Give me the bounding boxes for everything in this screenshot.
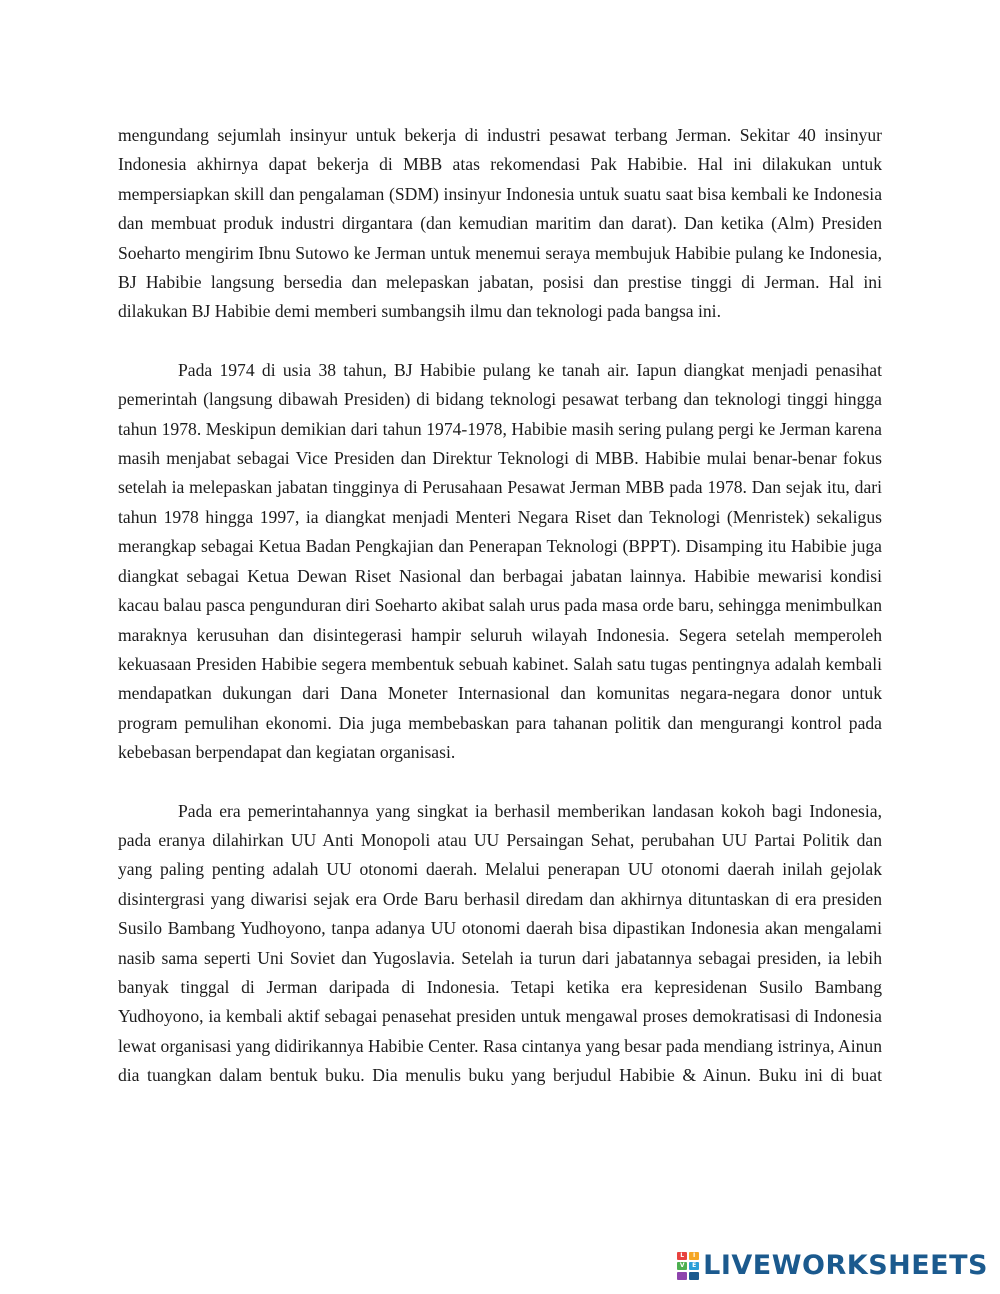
paragraph-3: Pada era pemerintahannya yang singkat ia berhasil memberikan landasan kokoh bagi Indonesia, pada eranya dilahirkan UU Anti Monopoli atau UU Persaingan Sehat, perubahan UU Partai Politik dan yang paling penting adalah UU otonomi daerah. Melalui penerapan UU otonomi daerah inilah gejolak disintergrasi yang diwarisi sejak era Orde Baru berhasil diredam dan akhirnya dituntaskan di era presiden Susilo Bambang Yudhoyono, tanpa adanya UU otonomi daerah bisa dipastikan Indonesia akan mengalami nasib sama seperti Uni Soviet dan Yugoslavia. Setelah ia turun dari jabatannya sebagai presiden, ia lebih banyak tinggal di Jerman daripada di Indonesia. Tetapi ketika era kepresidenan Susilo Bambang Yudhoyono, ia kembali aktif sebagai penasehat presiden untuk mengawal proses demokratisasi di Indonesia lewat organisasi yang didirikannya Habibie Center. Rasa cintanya yang besar pada mendiang istrinya, Ainun dia tuangkan dalam bentuk buku. Dia menulis buku yang berjudul Habibie & Ainun. Buku ini di buat (118, 800, 882, 1086)
paragraph-2: Pada 1974 di usia 38 tahun, BJ Habibie pulang ke tanah air. Iapun diangkat menjadi penasihat pemerintah (langsung dibawah Presiden) di bidang teknologi pesawat terbang dan teknologi tinggi hingga tahun 1978. Meskipun demikian dari tahun 1974-1978, Habibie masih sering pulang pergi ke Jerman karena masih menjabat sebagai Vice Presiden dan Direktur Teknologi di MBB. Habibie mulai benar-benar fokus setelah ia melepaskan jabatan tingginya di Perusahaan Pesawat Jerman MBB pada 1978. Dan sejak itu, dari tahun 1978 hingga 1997, ia diangkat menjadi Menteri Negara Riset dan Teknologi (Menristek) sekaligus merangkap sebagai Ketua Badan Pengkajian dan Penerapan Teknologi (BPPT). Disamping itu Habibie juga diangkat sebagai Ketua Dewan Riset Nasional dan berbagai jabatan lainnya. Habibie mewarisi kondisi kacau balau pasca pengunduran diri Soeharto akibat salah urus pada masa orde baru, sehingga menimbulkan maraknya kerusuhan dan disintegerasi hampir seluruh wilayah Indonesia. Segera setelah memperoleh kekuasaan Presiden Habibie segera membentuk sebuah kabinet. Salah satu tugas pentingnya adalah kembali mendapatkan dukungan dari Dana Moneter Internasional dan komunitas negara-negara donor untuk program pemulihan ekonomi. Dia juga membebaskan para tahanan politik dan mengurangi kontrol pada kebebasan berpendapat dan kegiatan organisasi. (118, 359, 882, 763)
document-body (118, 121, 882, 1120)
logo-mark-tile: V (677, 1262, 687, 1270)
logo-mark-tile: L (677, 1252, 687, 1260)
logo-wordmark: LIVEWORKSHEETS (703, 1250, 988, 1281)
logo-mark-tile: E (689, 1262, 699, 1270)
paragraph-1: mengundang sejumlah insinyur untuk bekerja di industri pesawat terbang Jerman. Sekitar 40 insinyur Indonesia akhirnya dapat bekerja di MBB atas rekomendasi Pak Habibie. Hal ini dilakukan untuk mempersiapkan skill dan pengalaman (SDM) insinyur Indonesia untuk suatu saat bisa kembali ke Indonesia dan membuat produk industri dirgantara (dan kemudian maritim dan darat). Dan ketika (Alm) Presiden Soeharto mengirim Ibnu Sutowo ke Jerman untuk menemui seraya membujuk Habibie pulang ke Indonesia, BJ Habibie langsung bersedia dan melepaskan jabatan, posisi dan prestise tinggi di Jerman. Hal ini dilakukan BJ Habibie demi memberi sumbangsih ilmu dan teknologi pada bangsa ini. (118, 125, 882, 322)
logo-mark-tile (677, 1272, 687, 1280)
liveworksheets-logo[interactable] (677, 1248, 988, 1284)
liveworksheets-logo-icon (677, 1252, 699, 1280)
logo-mark-tile: I (689, 1252, 699, 1260)
logo-mark-tile (689, 1272, 699, 1280)
